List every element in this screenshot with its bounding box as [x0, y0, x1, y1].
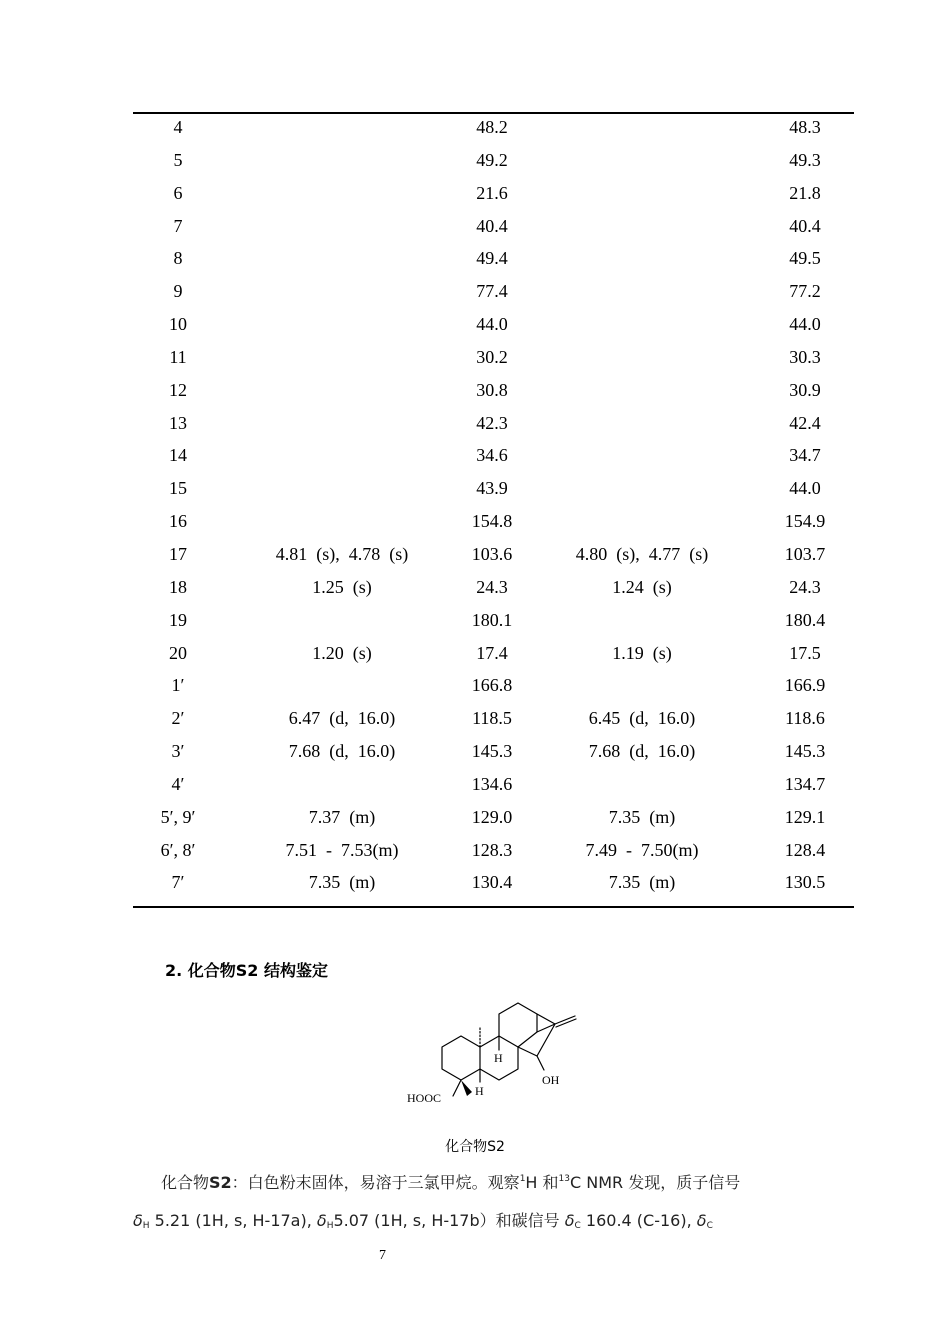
delta-symbol: δ: [696, 1211, 707, 1230]
section-heading: 2. 化合物S2 结构鉴定: [165, 961, 329, 980]
cell-c-shift-2: 17.5: [789, 642, 821, 663]
cell-c-shift-1: 48.2: [476, 117, 508, 137]
table-row: [133, 213, 854, 246]
cell-c-shift-2: 49.5: [789, 248, 821, 269]
cell-position: 13: [169, 412, 187, 433]
subscript: C: [574, 1221, 581, 1231]
ring-a-bonds: [442, 1036, 480, 1080]
cell-h-shift-2: 7.68 (d, 16.0): [588, 741, 696, 762]
cell-c-shift-2: 103.7: [784, 543, 826, 564]
cell-h-shift-1: 6.47 (d, 16.0): [288, 708, 396, 729]
table-row: [133, 114, 854, 147]
cell-h-shift-1: 7.51 - 7.53(m): [285, 839, 399, 860]
cell-c-shift-2: 49.3: [789, 149, 821, 170]
compound-id: S2: [209, 1173, 232, 1192]
text-run: ：白色粉末固体，易溶于三氯甲烷。观察: [231, 1173, 520, 1192]
text-run: H 和: [525, 1173, 559, 1192]
cell-c-shift-2: 118.6: [785, 708, 825, 729]
cell-c-shift-2: 44.0: [789, 478, 821, 499]
table-row: [133, 869, 854, 902]
paragraph-line-1: [133, 1160, 863, 1202]
paragraph-line-2: [133, 1202, 863, 1245]
cell-h-shift-1: 4.81 (s), 4.78 (s): [275, 543, 409, 564]
table-row: [133, 245, 854, 278]
cell-h-shift-2: 1.19 (s): [612, 642, 672, 663]
compound-s2-structure: [405, 996, 585, 1104]
table-row: [133, 410, 854, 443]
cell-c-shift-2: 180.4: [784, 609, 826, 630]
superscript: 13: [558, 1174, 570, 1184]
cell-c-shift-2: 42.4: [789, 412, 821, 433]
cell-c-shift-1: 44.0: [476, 314, 508, 335]
cell-position: 17: [169, 543, 187, 564]
table-row: [133, 442, 854, 475]
cell-c-shift-2: 30.9: [789, 379, 821, 400]
body-paragraph: [133, 1160, 863, 1245]
cell-position: 16: [169, 511, 187, 532]
cell-c-shift-1: 43.9: [476, 478, 508, 499]
cell-c-shift-2: 44.0: [789, 314, 821, 335]
cell-position: 7: [173, 215, 183, 236]
text-run: 5.21 (1H, s, H-17a),: [149, 1211, 317, 1230]
cell-position: 11: [169, 346, 187, 367]
cell-c-shift-2: 30.3: [789, 346, 821, 367]
cell-h-shift-1: 1.25 (s): [312, 576, 372, 597]
ring-c-bonds: [499, 1003, 537, 1047]
cell-h-shift-1: 7.35 (m): [308, 872, 376, 893]
cell-position: 1′: [171, 675, 185, 696]
cell-c-shift-1: 24.3: [476, 576, 508, 597]
cell-c-shift-2: 24.3: [789, 576, 821, 597]
table-row: [133, 607, 854, 640]
cell-c-shift-1: 129.0: [471, 806, 513, 827]
cell-c-shift-1: 30.8: [476, 379, 508, 400]
delta-symbol: δ: [316, 1211, 327, 1230]
cell-position: 7′: [171, 872, 185, 893]
text-run: C NMR 发现，质子信号: [570, 1173, 741, 1192]
cell-position: 8: [173, 248, 183, 269]
table-row: [133, 180, 854, 213]
cell-position: 2′: [171, 708, 185, 729]
text-run: 5.07 (1H, s, H-17b）和碳信号: [333, 1211, 565, 1230]
cell-h-shift-2: 1.24 (s): [612, 576, 672, 597]
cell-position: 6: [173, 182, 183, 203]
cell-c-shift-1: 180.1: [471, 609, 513, 630]
cell-c-shift-2: 130.5: [784, 872, 826, 893]
cell-c-shift-2: 166.9: [784, 675, 826, 696]
cell-c-shift-1: 34.6: [476, 445, 508, 466]
table-row: [133, 672, 854, 705]
cell-position: 4′: [171, 773, 185, 794]
cell-c-shift-2: 154.9: [784, 511, 826, 532]
cell-c-shift-2: 21.8: [789, 182, 821, 203]
cell-c-shift-1: 30.2: [476, 346, 508, 367]
cell-position: 19: [169, 609, 187, 630]
table-row: [133, 705, 854, 738]
cell-c-shift-2: 77.2: [789, 281, 821, 302]
cell-c-shift-1: 118.5: [472, 708, 512, 729]
oh-label: OH: [542, 1073, 560, 1087]
cell-c-shift-1: 17.4: [476, 642, 508, 663]
table-row: [133, 147, 854, 180]
cell-h-shift-1: 7.37 (m): [308, 806, 376, 827]
cell-c-shift-2: 129.1: [784, 806, 826, 827]
cell-c-shift-2: 40.4: [789, 215, 821, 236]
table-row: [133, 640, 854, 673]
cell-c-shift-2: 128.4: [784, 839, 826, 860]
figure-caption: 化合物S2: [445, 1139, 505, 1155]
table-row: [133, 311, 854, 344]
cell-position: 20: [169, 642, 187, 663]
h-upper-label: H: [494, 1051, 503, 1065]
table-row: [133, 508, 854, 541]
cell-c-shift-1: 128.3: [471, 839, 513, 860]
table-row: [133, 541, 854, 574]
cell-c-shift-1: 103.6: [471, 543, 513, 564]
text-run: 化合物: [161, 1173, 210, 1192]
cell-c-shift-1: 154.8: [471, 511, 513, 532]
cell-h-shift-2: 6.45 (d, 16.0): [588, 708, 696, 729]
delta-symbol: δ: [564, 1211, 575, 1230]
cooh-bond: [453, 1080, 461, 1096]
cell-position: 10: [169, 314, 187, 335]
cell-position: 3′: [171, 741, 185, 762]
table-row: [133, 738, 854, 771]
cell-c-shift-1: 49.4: [476, 248, 508, 269]
cell-h-shift-1: 7.68 (d, 16.0): [288, 741, 396, 762]
table-row: [133, 837, 854, 870]
table-row: [133, 804, 854, 837]
cooh-label: HOOC: [407, 1091, 442, 1104]
text-run: 160.4 (C-16),: [580, 1211, 697, 1230]
cell-h-shift-2: 4.80 (s), 4.77 (s): [575, 543, 709, 564]
cell-c-shift-1: 21.6: [476, 182, 508, 203]
cell-h-shift-1: 1.20 (s): [312, 642, 372, 663]
table-row: [133, 771, 854, 804]
cell-position: 6′, 8′: [160, 839, 196, 860]
table-row: [133, 377, 854, 410]
cell-c-shift-1: 166.8: [471, 675, 513, 696]
table-row: [133, 475, 854, 508]
table-row: [133, 574, 854, 607]
cell-c-shift-1: 42.3: [476, 412, 508, 433]
cell-position: 4: [173, 117, 183, 137]
cell-h-shift-2: 7.49 - 7.50(m): [585, 839, 699, 860]
page-number: 7: [379, 1248, 386, 1263]
cell-c-shift-1: 134.6: [471, 773, 513, 794]
cell-c-shift-2: 48.3: [789, 117, 821, 137]
cell-c-shift-1: 145.3: [471, 741, 513, 762]
cell-position: 18: [169, 576, 187, 597]
table-row: [133, 344, 854, 377]
delta-symbol: δ: [133, 1211, 143, 1230]
nmr-data-table: [133, 112, 854, 908]
cell-position: 14: [169, 445, 187, 466]
cell-position: 5′, 9′: [160, 806, 196, 827]
superscript: 1: [519, 1174, 526, 1184]
cell-c-shift-2: 145.3: [784, 741, 826, 762]
subscript: C: [706, 1221, 713, 1231]
cell-position: 12: [169, 379, 187, 400]
cell-c-shift-1: 49.2: [476, 149, 508, 170]
wedge-methyl: [461, 1080, 472, 1096]
cell-position: 15: [169, 478, 187, 499]
oh-bond: [537, 1056, 544, 1070]
cell-position: 9: [173, 281, 183, 302]
cell-c-shift-1: 77.4: [476, 281, 508, 302]
h-lower-label: H: [475, 1084, 484, 1098]
cell-position: 5: [173, 149, 183, 170]
subscript: H: [142, 1221, 150, 1231]
cell-c-shift-1: 130.4: [471, 872, 513, 893]
cell-c-shift-1: 40.4: [476, 215, 508, 236]
cell-h-shift-2: 7.35 (m): [608, 806, 676, 827]
subscript: H: [326, 1221, 334, 1231]
cell-h-shift-2: 7.35 (m): [608, 872, 676, 893]
cell-c-shift-2: 34.7: [789, 445, 821, 466]
cell-c-shift-2: 134.7: [784, 773, 826, 794]
table-row: [133, 278, 854, 311]
